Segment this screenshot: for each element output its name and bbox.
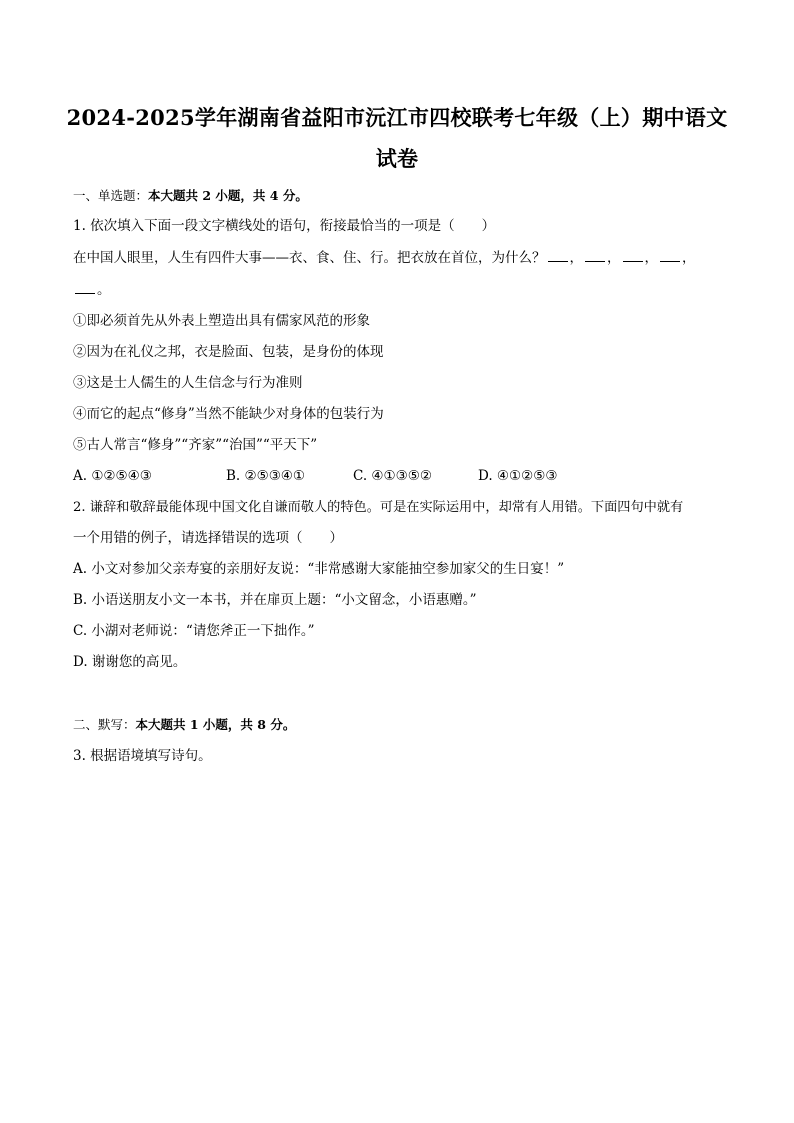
section1-prefix: 一、单选题： <box>73 188 149 203</box>
q3-stem: 3. 根据语境填写诗句。 <box>73 748 212 764</box>
q1-blank-3 <box>623 249 643 262</box>
section2-desc: 本大题共 1 小题，共 8 分。 <box>135 717 296 732</box>
q2-stem-line1: 2. 谦辞和敬辞最能体现中国文化自谦而敬人的特色。可是在实际运用中，却常有人用错。下面四句中就有 <box>73 500 684 515</box>
q1-blank-5 <box>75 281 95 294</box>
q2-option-c[interactable]: C. 小湖对老师说：“请您斧正一下拙作。” <box>73 623 315 639</box>
q2-option-a[interactable]: A. 小文对参加父亲寿宴的亲朋好友说：“非常感谢大家能抽空参加家父的生日宴！” <box>73 561 565 577</box>
exam-title-line2: 试卷 <box>375 146 419 171</box>
q1-item-2: ②因为在礼仪之邦，衣是脸面、包装，是身份的体现 <box>73 344 384 360</box>
q1-item-4: ④而它的起点“修身”当然不能缺少对身体的包装行为 <box>73 406 384 422</box>
q1-sep-4: ， <box>682 250 696 266</box>
q1-option-d[interactable]: D. ④①②⑤③ <box>478 468 558 484</box>
q1-sep-3: ， <box>644 250 658 266</box>
q1-blank-1 <box>548 249 568 262</box>
q1-option-b[interactable]: B. ②⑤③④① <box>226 468 306 484</box>
section2-header <box>73 715 723 735</box>
q1-item-5: ⑤古人常言“修身”“齐家”“治国”“平天下” <box>73 437 318 453</box>
exam-title-line1: 2024-2025学年湖南省益阳市沅江市四校联考七年级（上）期中语文 <box>66 105 728 130</box>
section1-desc: 本大题共 2 小题，共 4 分。 <box>148 188 308 203</box>
q1-passage-text: 在中国人眼里，人生有四件大事——衣、食、住、行。把衣放在首位，为什么？ <box>73 250 546 266</box>
q1-blank-2 <box>585 249 605 262</box>
q2-option-b[interactable]: B. 小语送朋友小文一本书，并在扉页上题：“小文留念，小语惠赠。” <box>73 592 477 608</box>
q1-passage-line1 <box>73 248 723 268</box>
q1-passage-line2 <box>73 280 723 300</box>
q1-option-a[interactable]: A. ①②⑤④③ <box>73 468 152 484</box>
q1-end-mark: 。 <box>97 282 111 298</box>
section1-header <box>73 186 723 206</box>
q1-stem: 1. 依次填入下面一段文字横线处的语句，衔接最恰当的一项是（ ） <box>73 218 496 234</box>
q1-blank-4 <box>660 249 680 262</box>
q1-item-1: ①即必须首先从外表上塑造出具有儒家风范的形象 <box>73 313 370 329</box>
q2-option-d[interactable]: D. 谢谢您的高见。 <box>73 654 187 670</box>
q1-option-c[interactable]: C. ④①③⑤② <box>353 468 432 484</box>
q2-stem-line2: 一个用错的例子，请选择错误的选项（ ） <box>73 530 343 546</box>
q1-item-3: ③这是士人儒生的人生信念与行为准则 <box>73 375 303 391</box>
section2-prefix: 二、默写： <box>73 717 136 732</box>
q1-sep-1: ， <box>569 250 583 266</box>
q1-sep-2: ， <box>607 250 621 266</box>
